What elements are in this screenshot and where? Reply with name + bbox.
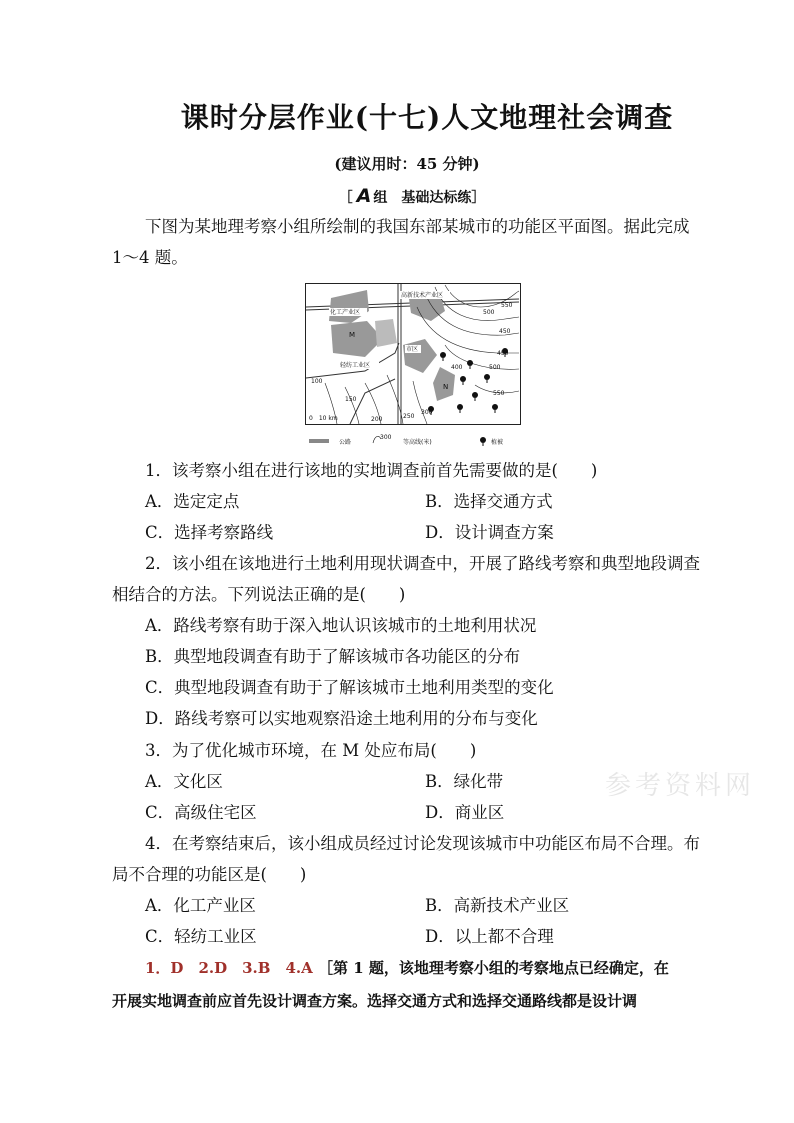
contour-label-3: 450 [499, 328, 511, 335]
label-textile: 轻纺工业区 [340, 362, 371, 369]
q3-stem: 3．为了优化城市环境，在 M 处应布局( ) [145, 741, 477, 760]
group-bracket-close: ］ [471, 190, 486, 206]
label-N: N [443, 383, 449, 391]
q4-option-c: C．轻纺工业区 [145, 927, 257, 946]
answer-explanation-1: ［第 1 题，该地理考察小组的考察地点已经确定，在 [317, 959, 669, 977]
contour-label-2: 500 [483, 309, 495, 316]
q1-option-b: B．选择交通方式 [425, 492, 553, 511]
q2-option-c: C．典型地段调查有助于了解该城市土地利用类型的变化 [145, 678, 554, 697]
map-legend [309, 434, 503, 446]
q2-stem-line-2: 相结合的方法。下列说法正确的是( ) [112, 585, 406, 604]
group-letter: A [356, 185, 372, 207]
city-function-map [305, 283, 521, 449]
q4-option-a: A．化工产业区 [145, 896, 256, 915]
contour-label-1: 550 [501, 302, 513, 309]
intro-line-2: 1～4 题。 [112, 248, 188, 267]
map-scale: 0 10 km [309, 415, 338, 422]
contour-label-6: 500 [489, 364, 501, 371]
label-chemical: 化工产业区 [330, 309, 361, 316]
answer-keys: 1．D 2.D 3.B 4.A [145, 959, 313, 977]
legend-contour-sample: 300 [380, 434, 392, 441]
contour-label-11: 150 [345, 396, 357, 403]
contour-label-9: 250 [403, 413, 415, 420]
group-label: 组 基础达标练 [373, 190, 472, 206]
legend-road: 公路 [339, 439, 352, 446]
page-title: 课时分层作业(十七)人文地理社会调查 [180, 101, 674, 134]
q4-option-d: D．以上都不合理 [425, 927, 554, 946]
q2-option-a: A．路线考察有助于深入地认识该城市的土地利用状况 [145, 616, 537, 635]
contour-label-4: 450 [497, 350, 509, 357]
contour-label-10: 200 [371, 416, 383, 423]
group-heading [0, 185, 794, 207]
q4-stem-line-1: 4．在考察结束后，该小组成员经过讨论发现该城市中功能区布局不合理。布 [145, 834, 700, 853]
suggested-time: (建议用时：45 分钟) [334, 155, 480, 173]
legend-vegetation: 植被 [491, 439, 504, 446]
answer-line-1 [145, 957, 669, 979]
contour-label-7: 550 [493, 390, 505, 397]
map-svg [305, 283, 521, 449]
q4-stem-line-2: 局不合理的功能区是( ) [112, 865, 307, 884]
q1-option-a: A．选定定点 [145, 492, 240, 511]
q1-option-d: D．设计调查方案 [425, 523, 554, 542]
q3-option-d: D．商业区 [425, 803, 505, 822]
label-downtown: 市区 [406, 346, 419, 353]
answer-explanation-2: 开展实地调查前应首先设计调查方案。选择交通方式和选择交通路线都是设计调 [112, 992, 638, 1010]
q2-option-b: B．典型地段调查有助于了解该城市各功能区的分布 [145, 647, 521, 666]
q3-option-c: C．高级住宅区 [145, 803, 257, 822]
q2-option-d: D．路线考察可以实地观察沿途土地利用的分布与变化 [145, 709, 538, 728]
q2-stem-line-1: 2．该小组在该地进行土地利用现状调查中，开展了路线考察和典型地段调查 [145, 554, 700, 573]
legend-contour: 等高线(米) [403, 439, 432, 446]
label-hightech: 高新技术产业区 [401, 292, 444, 299]
q4-option-b: B．高新技术产业区 [425, 896, 570, 915]
contour-label-8: 300 [421, 409, 433, 416]
contour-label-5: 400 [451, 364, 463, 371]
q3-option-b: B．绿化带 [425, 772, 504, 791]
contour-label-12: 100 [311, 378, 323, 385]
q1-option-c: C．选择考察路线 [145, 523, 274, 542]
q1-stem: 1．该考察小组在进行该地的实地调查前首先需要做的是( ) [145, 461, 598, 480]
label-M: M [349, 331, 356, 339]
q3-option-a: A．文化区 [145, 772, 223, 791]
group-bracket-open: ［ [338, 190, 353, 206]
intro-line-1: 下图为某地理考察小组所绘制的我国东部某城市的功能区平面图。据此完成 [145, 217, 690, 236]
watermark: 参考资料网 [605, 771, 756, 801]
